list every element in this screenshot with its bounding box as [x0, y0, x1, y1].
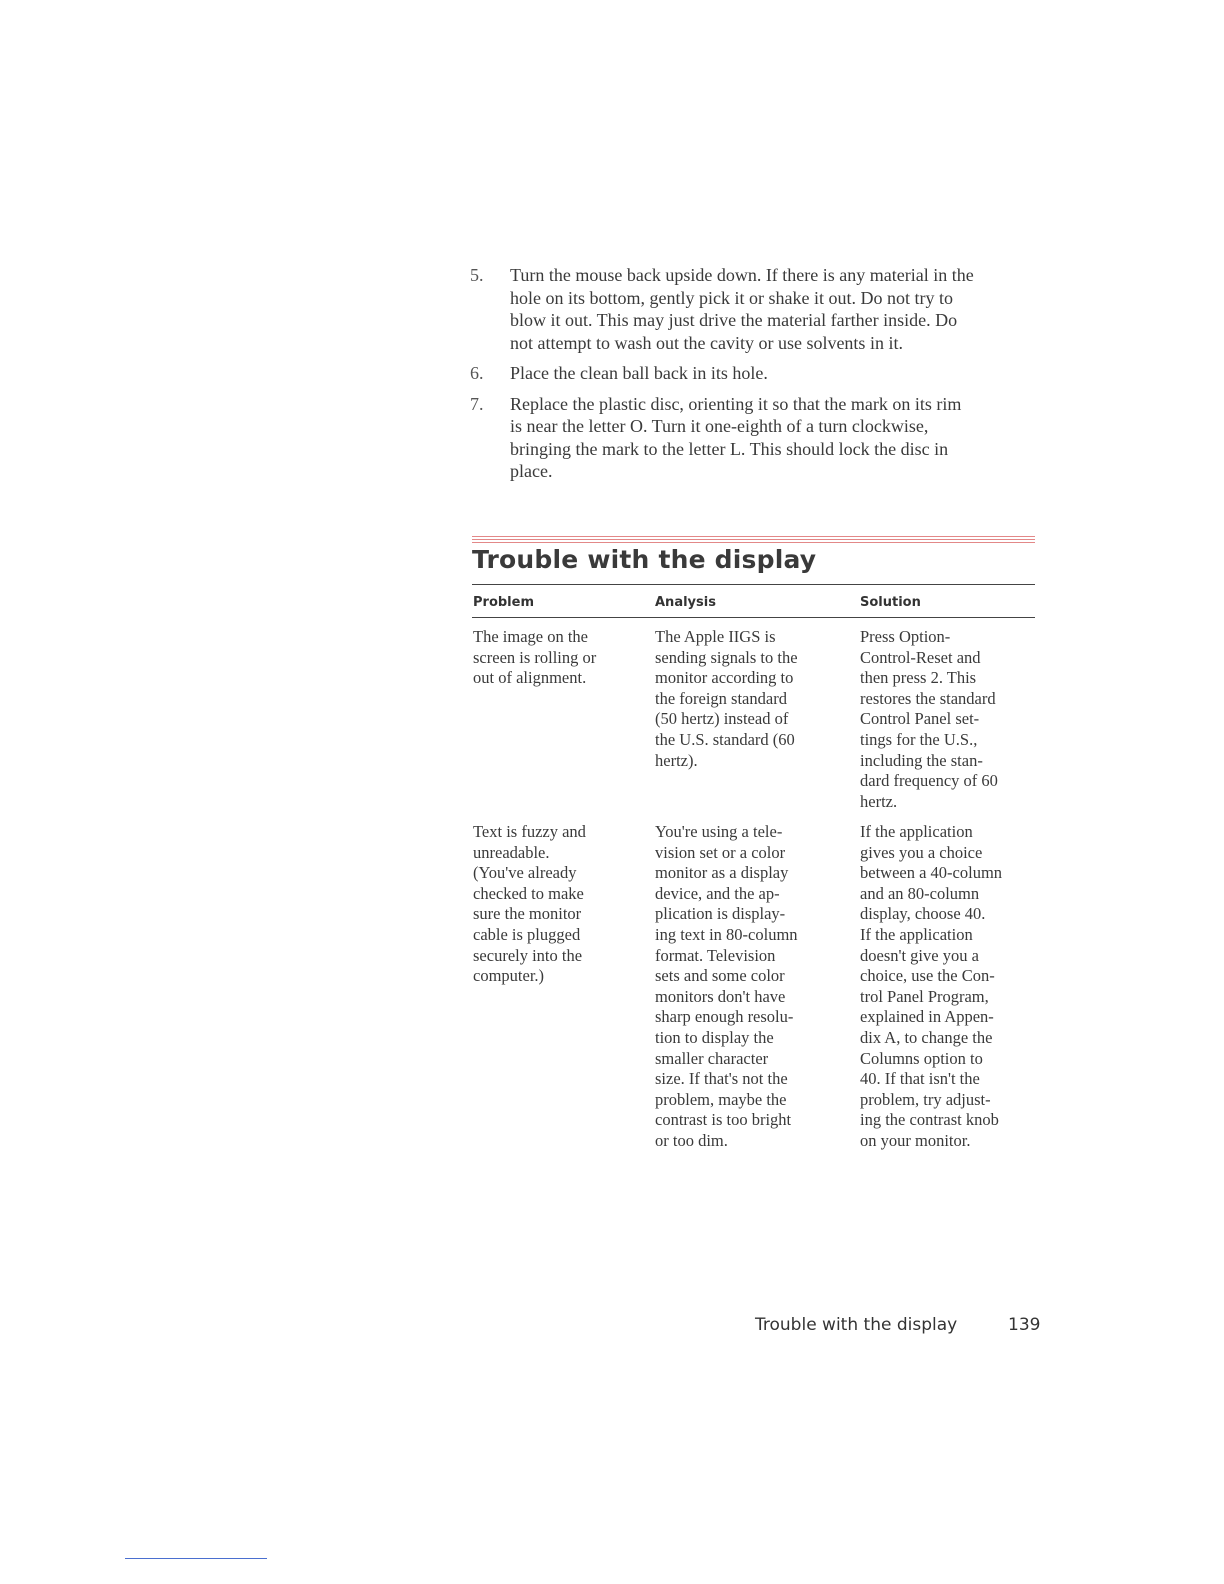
row-2-problem [473, 822, 586, 987]
cell-line: hertz). [655, 750, 698, 770]
step-item-6 [470, 362, 1040, 385]
title-underline [472, 584, 1035, 585]
cell-line: the U.S. standard (60 [655, 729, 795, 749]
cell-line: sharp enough resolu- [655, 1007, 794, 1027]
cell-line: display, choose 40. [860, 904, 986, 924]
header-underline [472, 617, 1035, 618]
cell-line: Columns option to [860, 1048, 983, 1068]
step-text [510, 264, 1040, 354]
step-item-5 [470, 264, 1040, 354]
step-line: hole on its bottom, gently pick it or shake it out. Do not try to [510, 287, 953, 308]
step-line: place. [510, 461, 553, 481]
cell-line: dix A, to change the [860, 1027, 993, 1047]
cell-line: computer.) [473, 966, 545, 986]
row-1-analysis [655, 627, 798, 771]
column-header-problem: Problem [473, 595, 534, 610]
column-header-analysis: Analysis [655, 595, 716, 610]
cell-line: vision set or a color [655, 842, 786, 862]
row-1-problem [473, 627, 596, 689]
cell-line: You're using a tele- [655, 822, 783, 841]
cell-line: The Apple IIGS is [655, 627, 776, 646]
cell-line: or too dim. [655, 1130, 728, 1150]
cell-line: 40. If that isn't the [860, 1069, 980, 1089]
cell-line: The image on the [473, 627, 589, 646]
scan-edge-line [125, 1558, 267, 1559]
step-line: not attempt to wash out the cavity or use solvents in it. [510, 332, 903, 353]
rule-line [472, 539, 1035, 540]
cell-line: format. Television [655, 945, 776, 965]
cell-line: size. If that's not the [655, 1069, 788, 1089]
cell-line: hertz. [860, 791, 898, 811]
row-2-solution [860, 822, 1002, 1152]
step-list [470, 264, 1040, 491]
cell-line: choice, use the Con- [860, 966, 995, 986]
cell-line: between a 40-column [860, 863, 1003, 883]
cell-line: on your monitor. [860, 1130, 971, 1150]
step-item-7 [470, 393, 1040, 483]
cell-line: (50 hertz) instead of [655, 709, 789, 729]
cell-line: including the stan- [860, 750, 983, 770]
section-decorative-rules [472, 536, 1035, 545]
row-1-solution [860, 627, 998, 812]
step-line: blow it out. This may just drive the material farther inside. Do [510, 310, 958, 330]
step-text [510, 393, 1040, 483]
cell-line: If the application [860, 822, 973, 841]
cell-line: ing text in 80-column [655, 924, 798, 944]
cell-line: Text is fuzzy and [473, 822, 586, 841]
rule-line [472, 542, 1035, 543]
step-line: Replace the plastic disc, orienting it so that the mark on its rim [510, 393, 962, 414]
step-line: bringing the mark to the letter L. This should lock the disc in [510, 438, 949, 459]
cell-line: ing the contrast knob [860, 1110, 999, 1130]
cell-line: plication is display- [655, 904, 786, 924]
rule-line [472, 536, 1035, 537]
cell-line: If the application [860, 924, 973, 944]
cell-line: trol Panel Program, [860, 986, 989, 1006]
cell-line: explained in Appen- [860, 1007, 994, 1027]
row-2-analysis [655, 822, 798, 1152]
cell-line: restores the standard [860, 688, 996, 708]
cell-line: then press 2. This [860, 668, 977, 688]
step-number: 5. [470, 265, 484, 285]
cell-line: unreadable. [473, 842, 550, 862]
cell-line: and an 80-column [860, 883, 980, 903]
section-title: Trouble with the display [472, 545, 817, 574]
cell-line: monitor according to [655, 668, 794, 688]
cell-line: monitors don't have [655, 986, 786, 1006]
step-line: Turn the mouse back upside down. If there is any material in the [510, 265, 974, 285]
cell-line: checked to make [473, 883, 584, 903]
step-line: Place the clean ball back in its hole. [510, 363, 768, 383]
cell-line: sets and some color [655, 966, 785, 986]
cell-line: sending signals to the [655, 647, 798, 667]
page-number: 139 [1008, 1315, 1041, 1335]
step-number: 6. [470, 363, 484, 383]
cell-line: cable is plugged [473, 924, 581, 944]
cell-line: (You've already [473, 863, 577, 883]
cell-line: smaller character [655, 1048, 769, 1068]
column-header-solution: Solution [860, 595, 921, 610]
cell-line: monitor as a display [655, 863, 789, 883]
cell-line: dard frequency of 60 [860, 771, 998, 791]
running-footer-title: Trouble with the display [755, 1315, 958, 1335]
cell-line: out of alignment. [473, 668, 587, 688]
cell-line: problem, maybe the [655, 1089, 787, 1109]
cell-line: Control-Reset and [860, 647, 981, 667]
cell-line: doesn't give you a [860, 945, 979, 965]
cell-line: Control Panel set- [860, 709, 980, 729]
step-number: 7. [470, 393, 484, 414]
cell-line: sure the monitor [473, 904, 582, 924]
cell-line: securely into the [473, 945, 583, 965]
cell-line: tion to display the [655, 1027, 774, 1047]
cell-line: Press Option- [860, 627, 951, 646]
cell-line: contrast is too bright [655, 1110, 792, 1130]
cell-line: gives you a choice [860, 842, 983, 862]
cell-line: screen is rolling or [473, 647, 597, 667]
cell-line: tings for the U.S., [860, 729, 978, 749]
step-text [510, 362, 1040, 385]
step-line: is near the letter O. Turn it one-eighth of a turn clockwise, [510, 416, 929, 436]
cell-line: problem, try adjust- [860, 1089, 991, 1109]
cell-line: the foreign standard [655, 688, 787, 708]
cell-line: device, and the ap- [655, 883, 780, 903]
